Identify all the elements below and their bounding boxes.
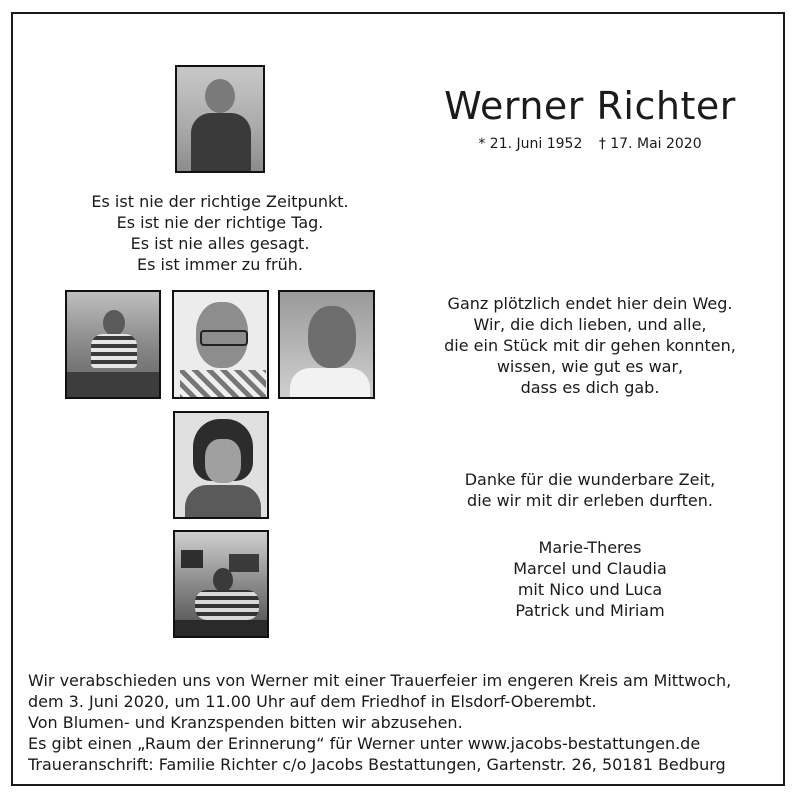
verse-line: dass es dich gab. [520, 378, 660, 397]
deceased-name: Werner Richter [444, 84, 736, 128]
verse-line: Ganz plötzlich endet hier dein Weg. [447, 294, 733, 313]
verse-line: wissen, wie gut es war, [496, 357, 684, 376]
photo-car-reclining [173, 530, 269, 638]
verse [420, 293, 760, 398]
notice-line: Es gibt einen „Raum der Erinnerung“ für Werner unter www.jacobs-bestattungen.de [28, 734, 701, 753]
notice-line: Traueranschrift: Familie Richter c/o Jacobs Bestattungen, Gartenstr. 26, 50181 Bedburg [28, 755, 726, 774]
funeral-notice [28, 670, 773, 775]
photo-young-portrait [173, 411, 269, 519]
poem [60, 191, 380, 275]
poem-line: Es ist immer zu früh. [137, 255, 303, 274]
mourner-line: mit Nico und Luca [517, 580, 663, 599]
notice-line: Wir verabschieden uns von Werner mit einer Trauerfeier im engeren Kreis am Mittwoch, [28, 671, 732, 690]
mourner-line: Patrick und Miriam [515, 601, 665, 620]
life-dates [440, 136, 740, 152]
birth-date: * 21. Juni 1952 [478, 136, 583, 152]
verse-line: die ein Stück mit dir gehen konnten, [444, 336, 736, 355]
photo-portrait-glasses [172, 290, 269, 399]
poem-line: Es ist nie der richtige Zeitpunkt. [91, 192, 349, 211]
poem-line: Es ist nie der richtige Tag. [116, 213, 324, 232]
poem-line: Es ist nie alles gesagt. [130, 234, 310, 253]
photo-childhood [175, 65, 265, 173]
mourner-line: Marie-Theres [538, 538, 642, 557]
photo-rowing-boat [65, 290, 161, 399]
mourner-line: Marcel und Claudia [513, 559, 667, 578]
photo-smiling-outdoor [278, 290, 375, 399]
mourners [420, 537, 760, 621]
thanks-line: Danke für die wunderbare Zeit, [464, 470, 716, 489]
notice-line: dem 3. Juni 2020, um 11.00 Uhr auf dem Friedhof in Elsdorf-Oberembt. [28, 692, 597, 711]
notice-line: Von Blumen- und Kranzspenden bitten wir abzusehen. [28, 713, 463, 732]
death-date: † 17. Mai 2020 [598, 136, 702, 152]
thanks-line: die wir mit dir erleben durften. [467, 491, 713, 510]
thanks [420, 469, 760, 511]
verse-line: Wir, die dich lieben, und alle, [473, 315, 707, 334]
